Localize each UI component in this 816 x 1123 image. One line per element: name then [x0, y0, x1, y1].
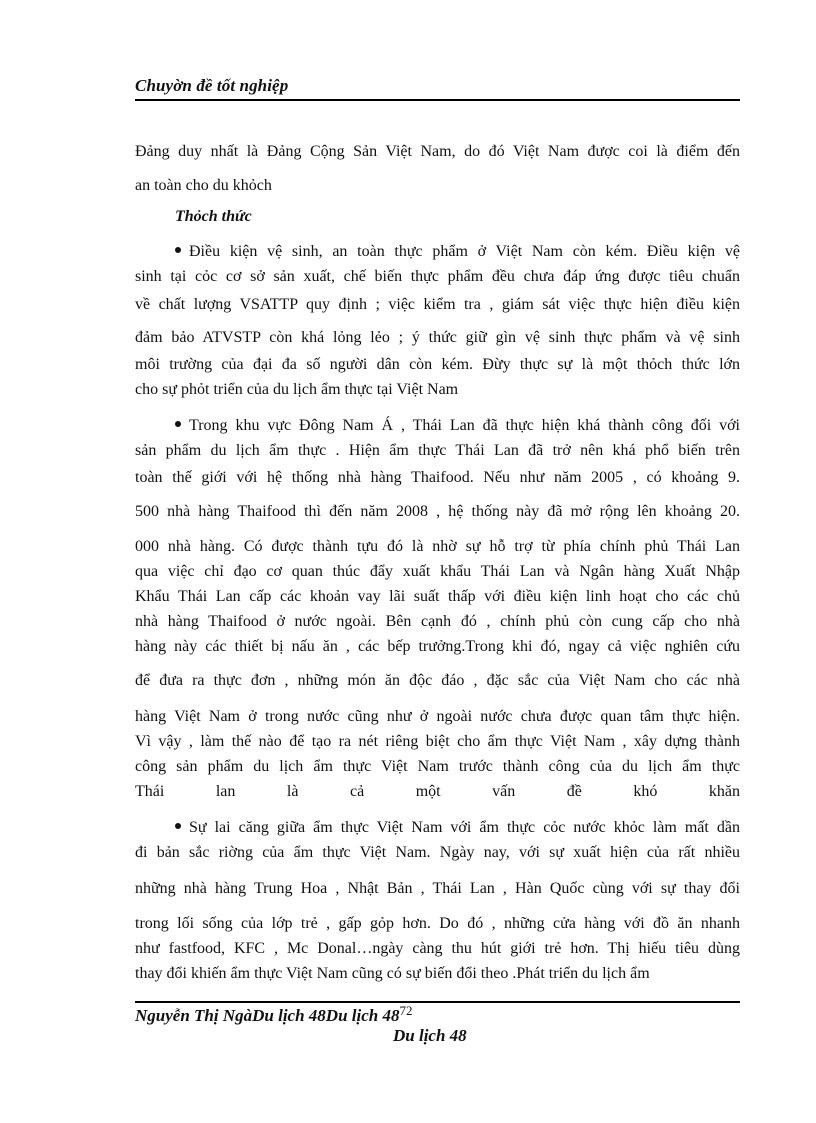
paragraph-line: như fastfood, KFC , Mc Donal…ngày càng thu hút giới trẻ hơn. Thị hiếu tiêu dùng: [135, 940, 740, 957]
bullet-icon: [175, 247, 181, 253]
footer-class: Du lịch 48: [393, 1026, 467, 1045]
paragraph-line: thay đổi khiến ẩm thực Việt Nam cũng có sự biến đổi theo .Phát triển du lịch ẩm: [135, 965, 650, 982]
paragraph-line: Thái lan là cả một vấn đề khó khăn: [135, 783, 740, 800]
paragraph-line: 500 nhà hàng Thaifood thì đến năm 2008 , hệ thống này đã mở rộng lên khoảng 20.: [135, 503, 740, 520]
paragraph-line: trong lối sống của lớp trẻ , gấp gỏp hơn. Do đó , những cửa hàng với đồ ăn nhanh: [135, 915, 740, 932]
paragraph-line: những nhà hàng Trung Hoa , Nhật Bản , Thái Lan , Hàn Quốc cùng với sự thay đổi: [135, 880, 740, 897]
paragraph-line: sinh tại cỏc cơ sở sản xuất, chế biến thực phẩm đều chưa đáp ứng được tiêu chuẩn: [135, 268, 740, 285]
footer-author: Nguyễn Thị NgàDu lịch 48Du lịch 48$^{72}$: [135, 1003, 413, 1025]
page-number: 72: [399, 1003, 413, 1018]
paragraph-line: đi bản sắc riờng của ẩm thực Việt Nam. Ngày nay, với sự xuất hiện của rất nhiều: [135, 844, 740, 861]
paragraph-line: nhà hàng Thaifood ở nước ngoài. Bên cạnh đó , chính phủ còn cung cấp cho nhà: [135, 613, 740, 630]
bullet-icon: [175, 823, 181, 829]
paragraph-line: để đưa ra thực đơn , những món ăn độc đáo , đặc sắc của Việt Nam cho các nhà: [135, 672, 740, 689]
paragraph-line: hàng Việt Nam ở trong nước cũng như ở ngoài nước chưa được quan tâm thực hiện.: [135, 708, 740, 725]
paragraph-line: sản phẩm du lịch ẩm thực . Hiện ẩm thực Thái Lan đã trở nên khá phổ biến trên: [135, 442, 740, 459]
header-rule: [135, 99, 740, 101]
header-title: Chuyờn đề tốt nghiệp: [135, 76, 289, 95]
paragraph-line: Sự lai căng giữa ẩm thực Việt Nam với ẩm thực cỏc nước khỏc làm mất dần: [175, 818, 740, 838]
paragraph-line: 000 nhà hàng. Có được thành tựu đó là nhờ sự hỗ trợ từ phía chính phủ Thái Lan: [135, 538, 740, 555]
paragraph-line: cho sự phỏt triển của du lịch ẩm thực tại Việt Nam: [135, 381, 459, 398]
paragraph-line: hàng này các thiết bị nấu ăn , các bếp trưởng.Trong khi đó, ngay cả việc nghiên cứu: [135, 638, 740, 655]
paragraph-line: công sản phẩm du lịch ẩm thực Việt Nam trước thành công của du lịch ẩm thực: [135, 758, 740, 775]
paragraph-line: Khẩu Thái Lan cấp các khoản vay lãi suất thấp với điều kiện linh hoạt cho các chủ: [135, 588, 740, 605]
intro-line: Đảng duy nhất là Đảng Cộng Sản Việt Nam, do đó Việt Nam được coi là điểm đến: [135, 143, 740, 160]
paragraph-line: qua việc chỉ đạo cơ quan thúc đẩy xuất khẩu Thái Lan và Ngân hàng Xuất Nhập: [135, 563, 740, 580]
section-subheading: Thỏch thức: [175, 208, 252, 225]
paragraph-line: Vì vậy , làm thế nào để tạo ra nét riêng biệt cho ẩm thực Việt Nam , xây dựng thành: [135, 733, 740, 750]
paragraph-line: Điều kiện vệ sinh, an toàn thực phẩm ở Việt Nam còn kém. Điều kiện vệ: [175, 242, 740, 262]
intro-line: an toàn cho du khỏch: [135, 177, 272, 194]
bullet-icon: [175, 421, 181, 427]
paragraph-line: môi trường của đại đa số người dân còn kém. Đừy thực sự là một thỏch thức lớn: [135, 356, 740, 373]
paragraph-line: toàn thế giới với hệ thống nhà hàng Thaifood. Nếu như năm 2005 , có khoảng 9.: [135, 469, 740, 486]
paragraph-line: đảm bảo ATVSTP còn khá lỏng lẻo ; ý thức giữ gìn vệ sinh thực phẩm và vệ sinh: [135, 329, 740, 346]
paragraph-line: Trong khu vực Đông Nam Á , Thái Lan đã thực hiện khá thành công đối với: [175, 416, 740, 436]
paragraph-line: về chất lượng VSATTP quy định ; việc kiểm tra , giám sát việc thực hiện điều kiện: [135, 296, 740, 313]
